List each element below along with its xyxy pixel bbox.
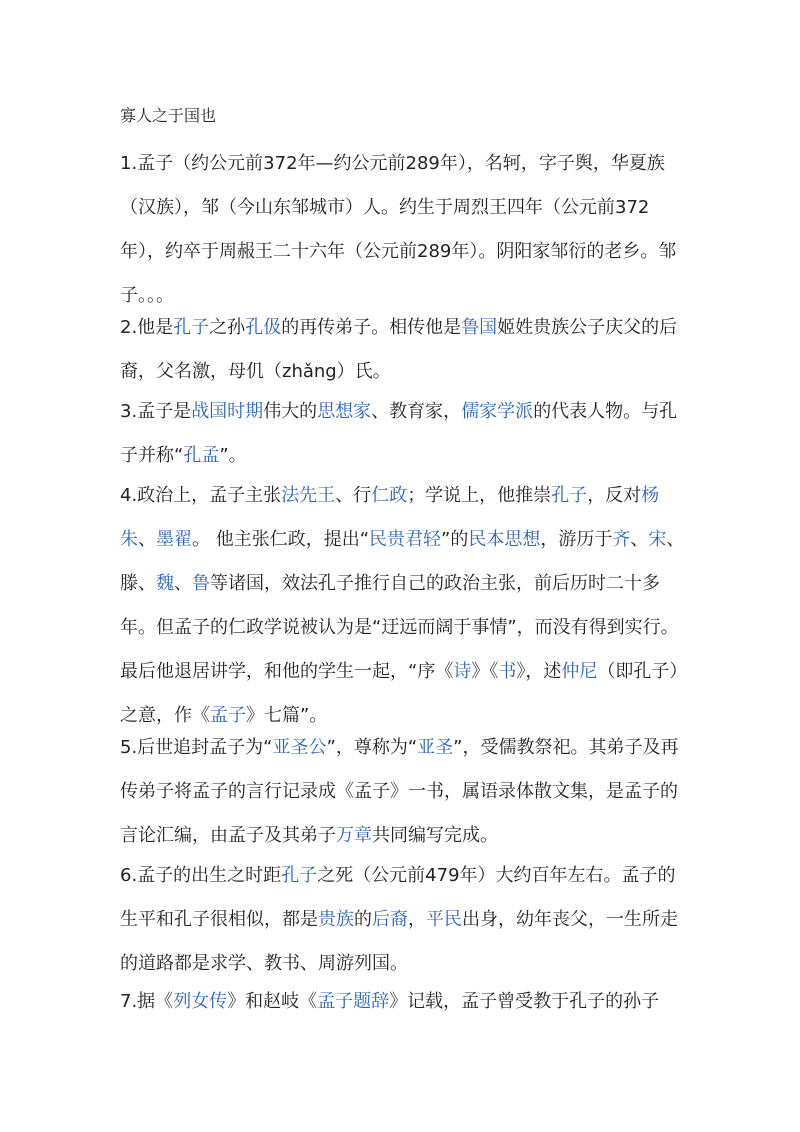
text-run: 、滕、 (120, 529, 685, 594)
hyperlink[interactable]: 书 (498, 661, 517, 682)
text-run: 6.孟子的出生之时距 (120, 865, 282, 886)
hyperlink[interactable]: 孔伋 (245, 317, 282, 338)
text-run: ”。 (219, 445, 247, 466)
paragraph-6 (120, 854, 690, 986)
text-run: 》记载，孟子曾受教于孔子的孙子 (389, 991, 660, 1012)
text-run: 》，述 (516, 661, 562, 682)
hyperlink[interactable]: 战国时期 (191, 401, 264, 422)
hyperlink[interactable]: 魏 (156, 573, 174, 594)
hyperlink[interactable]: 后裔 (372, 909, 408, 930)
text-run: 伟大的 (263, 401, 318, 422)
text-run: 的代表人物。与孔子并称“ (120, 401, 678, 466)
document-title: 寡人之于国也 (120, 106, 217, 125)
hyperlink[interactable]: 儒家学派 (461, 401, 534, 422)
hyperlink[interactable]: 亚圣 (417, 737, 454, 758)
paragraph-3 (120, 390, 690, 478)
text-run: 5.后世追封孟子为“ (120, 737, 273, 758)
text-run: 1.孟子（约公元前372年—约公元前289年），名轲，字子舆，华夏族（汉族），邹（今山东邹城市）人。约生于周烈王四年（公元前372年），约卒于周赧王二十六年（公元前289年）。阴阳家邹衍的老乡。邹子。。。 (120, 153, 677, 306)
text-run: 》《 (471, 661, 499, 682)
hyperlink[interactable]: 墨翟 (156, 529, 192, 550)
hyperlink[interactable]: 诗 (453, 661, 472, 682)
text-run: 、 (174, 573, 192, 594)
text-run: 2.他是 (120, 317, 174, 338)
hyperlink[interactable]: 列女传 (173, 991, 228, 1012)
text-run: ”，尊称为“ (326, 737, 418, 758)
text-run: 等诸国，效法孔子推行自己的政治主张，前后历时二十多年。但孟子的仁政学说被认为是“迂远而阔于事情”，而没有得到实行。最后他退居讲学，和他的学生一起，“序《 (120, 573, 679, 682)
hyperlink[interactable]: 鲁国 (461, 317, 498, 338)
hyperlink[interactable]: 杨朱 (120, 485, 660, 550)
hyperlink[interactable]: 孔子 (281, 865, 318, 886)
paragraph-4 (120, 474, 690, 738)
paragraph-5 (120, 726, 690, 858)
paragraph-7 (120, 980, 690, 1024)
hyperlink[interactable]: 鲁 (192, 573, 210, 594)
text-run: ；学说上，他推崇 (407, 485, 552, 506)
hyperlink[interactable]: 贵族 (318, 909, 354, 930)
hyperlink[interactable]: 孔孟 (183, 445, 220, 466)
text-run: 4.政治上，孟子主张 (120, 485, 282, 506)
paragraph-1 (120, 142, 690, 318)
hyperlink[interactable]: 平民 (426, 909, 462, 930)
text-run: ”，受儒教祭祀。其弟子及再传弟子将孟子的言行记录成《孟子》一书，属语录体散文集，是孟子的言论汇编，由孟子及其弟子 (120, 737, 679, 846)
text-run: 姬姓贵族公子庆父的后裔，父名激，母仉（zhǎng）氏。 (120, 317, 678, 382)
hyperlink[interactable]: 思想家 (317, 401, 372, 422)
text-run: 共同编写完成。 (372, 825, 498, 846)
text-run: （即孔子）之意，作《 (120, 661, 688, 726)
hyperlink[interactable]: 齐 (612, 529, 631, 550)
text-run: ，游历于 (540, 529, 613, 550)
hyperlink[interactable]: 孟子 (210, 705, 246, 726)
text-run: 、 (138, 529, 156, 550)
text-run: 的 (354, 909, 372, 930)
text-run: 》和赵岐《 (227, 991, 318, 1012)
hyperlink[interactable]: 亚圣公 (272, 737, 327, 758)
text-run: 出身，幼年丧父，一生所走的道路都是求学、教书、周游列国。 (120, 909, 678, 974)
text-run: ，反对 (587, 485, 642, 506)
hyperlink[interactable]: 宋 (648, 529, 667, 550)
text-run: 》七篇”。 (246, 705, 328, 726)
text-run: 。 他主张仁政，提出“ (192, 529, 370, 550)
text-run: 、行 (335, 485, 372, 506)
text-run: ”的 (441, 529, 469, 550)
hyperlink[interactable]: 孔子 (551, 485, 588, 506)
hyperlink[interactable]: 孔子 (173, 317, 210, 338)
text-run: 7.据《 (120, 991, 174, 1012)
paragraph-2 (120, 306, 690, 394)
text-run: 、教育家， (371, 401, 462, 422)
hyperlink[interactable]: 民本思想 (468, 529, 541, 550)
text-run: 之孙 (209, 317, 246, 338)
text-run: 、 (630, 529, 649, 550)
hyperlink[interactable]: 孟子题辞 (317, 991, 390, 1012)
text-run: 之死（公元前479年）大约百年左右。孟子的生平和孔子很相似，都是 (120, 865, 676, 930)
text-run: ， (408, 909, 426, 930)
hyperlink[interactable]: 万章 (336, 825, 372, 846)
hyperlink[interactable]: 法先王 (281, 485, 336, 506)
hyperlink[interactable]: 仁政 (371, 485, 408, 506)
text-run: 3.孟子是 (120, 401, 192, 422)
text-run: 的再传弟子。相传他是 (281, 317, 462, 338)
hyperlink[interactable]: 民贵君轻 (369, 529, 442, 550)
hyperlink[interactable]: 仲尼 (561, 661, 598, 682)
